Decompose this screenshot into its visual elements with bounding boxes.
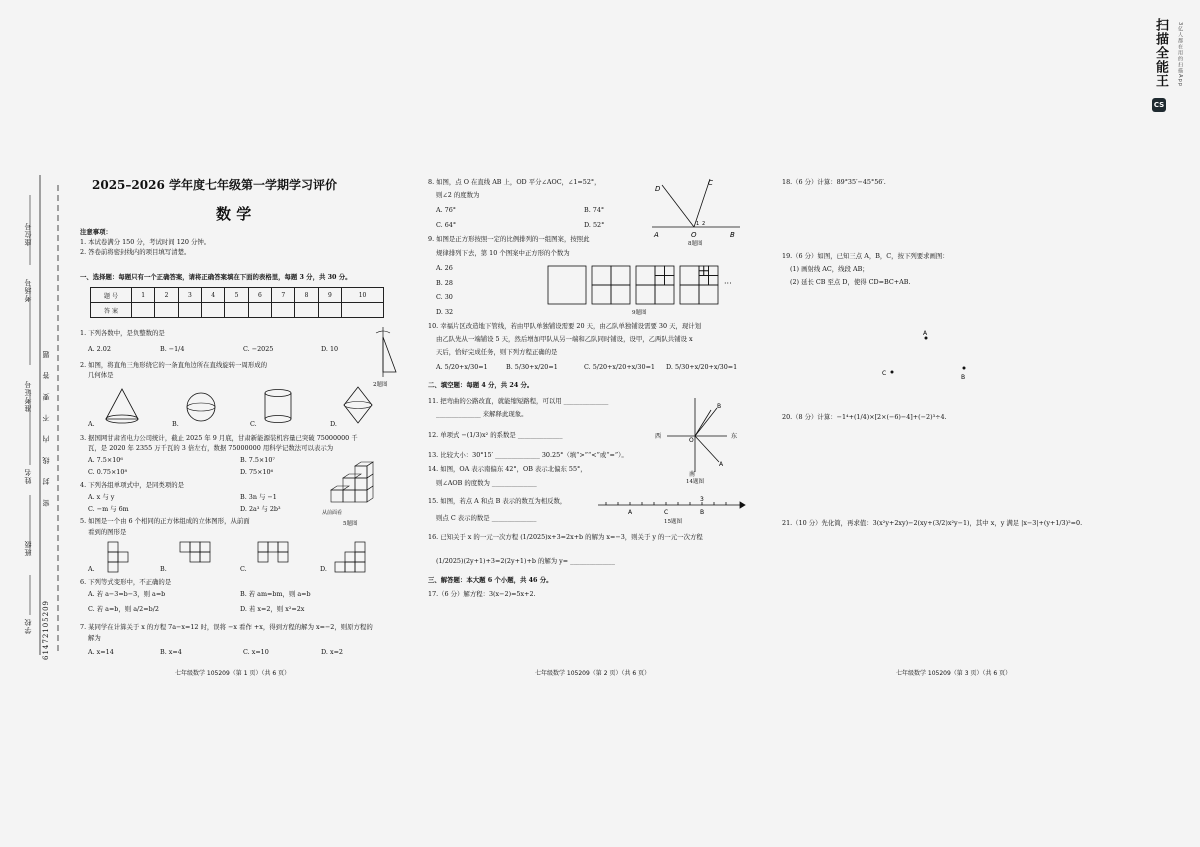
q5-option-b: B.	[160, 565, 167, 573]
section-1-heading: 一、选择题：每题只有一个正确答案，请将正确答案填在下面的表格里，每题 3 分，共 30 分。	[80, 273, 352, 281]
fig15-number-line	[596, 497, 746, 517]
question-9: 9. 如图是正方形按照一定的比例排列的一组图案，按照此	[428, 235, 590, 243]
answer-cell[interactable]	[248, 303, 271, 318]
fig14-compass	[655, 396, 755, 476]
exam-room-label: 考场号	[24, 278, 32, 302]
section-2-heading: 二、填空题：每题 4 分，共 24 分。	[428, 381, 534, 389]
q6-option-a: A. 若 a−3=b−3，则 a=b	[88, 590, 166, 598]
q3-option-d: D. 75×10⁶	[240, 468, 274, 476]
fig9-caption: 9题图	[632, 310, 647, 316]
question-8: 8. 如图，点 O 在直线 AB 上，OD 平分∠AOC，∠1=52°，	[428, 178, 601, 186]
q6-option-d: D. 若 x=2，则 x²=2x	[240, 605, 305, 613]
fig8-label-c: C	[708, 179, 713, 187]
q2-option-a: A.	[88, 420, 95, 428]
q9-option-a: A. 26	[436, 264, 453, 272]
notice-heading: 注意事项：	[80, 228, 112, 236]
class-label: 班级	[24, 540, 32, 556]
fig14-label-south: 南	[689, 471, 696, 478]
fig2-triangle-rotation	[368, 327, 398, 382]
answer-table	[90, 287, 384, 318]
q8-option-b: B. 74°	[584, 206, 605, 214]
table-num: 1	[132, 288, 155, 303]
table-num: 10	[342, 288, 384, 303]
q5-option-a: A.	[88, 565, 95, 573]
answer-cell[interactable]	[225, 303, 248, 318]
question-9-cont: 规律排列下去，第 10 个图案中正方形的个数为	[436, 249, 570, 257]
answer-cell[interactable]	[202, 303, 225, 318]
fig14-caption: 14题图	[686, 479, 704, 485]
question-15: 15. 如图，若点 A 和点 B 表示的数互为相反数，	[428, 497, 567, 505]
subject-title: 数 学	[216, 205, 252, 223]
fig8-label-d: D	[655, 185, 661, 193]
q1-option-d: D. 10	[321, 345, 339, 353]
q1-option-a: A. 2.02	[88, 345, 111, 353]
question-2-cont: 几何体是	[88, 371, 114, 379]
fig15-label-a: A	[628, 509, 633, 516]
q4-option-c: C. −m 与 6m	[88, 505, 129, 513]
q9-option-d: D. 32	[436, 308, 454, 316]
q1-option-c: C. −2025	[243, 345, 274, 353]
page-2-footer: 七年级数学 105209（第 2 页）（共 6 页）	[535, 670, 651, 677]
fig14-label-a: A	[719, 461, 724, 468]
q2-option-b: B.	[172, 420, 179, 428]
question-17: 17.（6 分）解方程：3(x−2)=5x+2.	[428, 590, 536, 598]
question-7: 7. 某同学在计算关于 x 的方程 7a−x=12 时，误将 −x 看作 +x，得到方程的解为 x=−2，则原方程的	[80, 623, 373, 631]
fig19-points	[880, 328, 1000, 388]
answer-cell[interactable]	[342, 303, 384, 318]
question-5: 5. 如图是一个由 6 个相同的正方体组成的立体图形，从前面	[80, 517, 250, 525]
question-20: 20.（8 分）计算：−1⁴+(1/4)×[2×(−6)−4]+(−2)³÷4.	[782, 413, 947, 421]
q5-option-c: C.	[240, 565, 247, 573]
fig8-label-a: A	[654, 231, 659, 239]
q2-option-figures	[90, 385, 410, 425]
table-num: 9	[318, 288, 341, 303]
table-num: 8	[295, 288, 318, 303]
question-15-cont: 则点 C 表示的数是 ______________	[436, 514, 537, 522]
q9-option-c: C. 30	[436, 293, 453, 301]
fig2-caption: 2题图	[373, 382, 388, 388]
q2-option-c: C.	[250, 420, 257, 428]
q4-option-a: A. x 与 y	[88, 493, 115, 501]
fig15-caption: 15题图	[664, 519, 682, 525]
q7-option-d: D. x=2	[321, 648, 343, 656]
fig14-label-b: B	[717, 403, 722, 410]
answer-cell[interactable]	[132, 303, 155, 318]
question-16: 16. 已知关于 x 的一元一次方程 (1/2025)x+3=2x+b 的解为 x=−3，则关于 y 的一元一次方程	[428, 533, 703, 541]
q10-option-a: A. 5/20+x/30=1	[436, 363, 488, 371]
q8-option-c: C. 64°	[436, 221, 457, 229]
question-19-part-2: (2) 延长 CB 至点 D，使得 CD=BC+AB.	[790, 278, 911, 286]
q2-option-d: D.	[330, 420, 337, 428]
q4-option-b: B. 3n 与 −1	[240, 493, 277, 501]
q9-option-b: B. 28	[436, 279, 453, 287]
fig5-cubes	[325, 462, 385, 512]
question-10-cont-1: 由乙队先从一端铺设 5 天，然后增加甲队从另一端和乙队同时铺设，设甲，乙两队共铺设 x	[436, 335, 693, 343]
question-14: 14. 如图，OA 表示南偏东 42°，OB 表示北偏东 55°，	[428, 465, 587, 473]
table-num: 6	[248, 288, 271, 303]
q10-option-c: C. 5/20+x/20+x/30=1	[584, 363, 655, 371]
binding-lines	[20, 175, 80, 655]
q7-option-c: C. x=10	[243, 648, 269, 656]
table-num: 3	[178, 288, 201, 303]
q8-option-a: A. 76°	[436, 206, 457, 214]
fig8-label-o: O	[691, 231, 697, 239]
question-3: 3. 据国网甘肃省电力公司统计，截止 2025 年 9 月底，甘肃新能源装机容量已突破 75000000 千	[80, 434, 358, 442]
q3-option-c: C. 0.75×10⁸	[88, 468, 128, 476]
table-num: 7	[272, 288, 295, 303]
seal-warning: 密 封 线 内 不 要 答 题	[42, 345, 50, 507]
q1-option-b: B. −1/4	[160, 345, 185, 353]
question-1: 1. 下列各数中，是负整数的是	[80, 329, 165, 337]
q3-option-a: A. 7.5×10⁶	[88, 456, 123, 464]
answer-cell[interactable]	[295, 303, 318, 318]
question-5-cont: 看到的图形是	[88, 528, 127, 536]
fig8-label-2: 2	[702, 221, 706, 227]
page-1-footer: 七年级数学 105209（第 1 页）（共 6 页）	[175, 670, 291, 677]
camscanner-badge: CS	[1152, 98, 1166, 112]
question-19-part-1: (1) 画射线 AC，线段 AB；	[790, 265, 869, 273]
fig8-angle	[650, 175, 745, 240]
question-6: 6. 下列等式变形中，不正确的是	[80, 578, 172, 586]
fig8-caption: 8题图	[688, 241, 703, 247]
question-11: 11. 把弯曲的公路改直，就能缩短路程，可以用 ______________	[428, 397, 609, 405]
answer-cell[interactable]	[272, 303, 295, 318]
question-4: 4. 下列各组单项式中，是同类项的是	[80, 481, 184, 489]
answer-cell[interactable]	[318, 303, 341, 318]
fig5-caption: 5题图	[343, 521, 358, 527]
table-num: 5	[225, 288, 248, 303]
seat-number-label: 座位号	[24, 222, 32, 246]
exam-number-label: 准考证号	[24, 380, 32, 412]
exam-title: 2025–2026 学年度七年级第一学期学习评价	[92, 178, 337, 192]
q7-option-b: B. x=4	[160, 648, 182, 656]
q6-option-b: B. 若 am=bm，则 a=b	[240, 590, 311, 598]
school-label: 学校	[24, 618, 32, 634]
q5-option-figures	[100, 540, 400, 574]
fig14-label-east: 东	[731, 433, 738, 440]
fig8-label-1: 1	[696, 221, 700, 227]
table-header-label: 题 号	[91, 288, 132, 303]
q5-option-d: D.	[320, 565, 327, 573]
answer-cell[interactable]	[155, 303, 178, 318]
fig14-label-o: O	[689, 437, 694, 444]
question-18: 18.（6 分）计算：89°35′−45°56′.	[782, 178, 886, 186]
question-12: 12. 单项式 −(1/3)x² 的系数是 ______________	[428, 431, 563, 439]
fig19-label-b: B	[961, 374, 966, 381]
q3-option-b: B. 7.5×10⁷	[240, 456, 275, 464]
svg-text:···: ···	[724, 279, 732, 288]
q6-option-c: C. 若 a=b，则 a/2=b/2	[88, 605, 159, 613]
q7-option-a: A. x=14	[88, 648, 114, 656]
table-num: 2	[155, 288, 178, 303]
name-label: 姓名	[24, 468, 32, 484]
camscanner-slogan: 3亿人都在用的扫描App	[1177, 22, 1183, 87]
q10-option-d: D. 5/30+x/20+x/30=1	[666, 363, 738, 371]
section-3-heading: 三、解答题：本大题 6 个小题，共 46 分。	[428, 576, 553, 584]
fig9-squares	[546, 264, 746, 306]
question-7-cont: 解为	[88, 634, 101, 642]
camscanner-brand: 扫描全能王	[1153, 18, 1168, 88]
fig14-label-west: 西	[655, 433, 662, 440]
question-19: 19.（6 分）如图，已知三点 A，B，C，按下列要求画图：	[782, 252, 949, 260]
fig15-label-3: 3	[700, 496, 704, 503]
fig15-label-b: B	[700, 509, 705, 516]
notice-2: 2. 答卷前将密封线内的项目填写清楚。	[80, 248, 191, 256]
question-16-cont: (1/2025)(2y+1)+3=2(2y+1)+b 的解为 y= ______________	[436, 557, 615, 565]
fig15-label-c: C	[664, 509, 669, 516]
notice-1: 1. 本试卷满分 150 分，考试时间 120 分钟。	[80, 238, 211, 246]
table-num: 4	[202, 288, 225, 303]
page-3-footer: 七年级数学 105209（第 3 页）（共 6 页）	[896, 670, 1012, 677]
table-answer-label: 答 案	[91, 303, 132, 318]
q8-option-d: D. 52°	[584, 221, 605, 229]
answer-cell[interactable]	[178, 303, 201, 318]
question-10-cont-2: 天后，恰好完成任务，则下列方程正确的是	[436, 348, 558, 356]
fig19-label-c: C	[882, 370, 887, 377]
q10-option-b: B. 5/30+x/20=1	[506, 363, 558, 371]
question-21: 21.（10 分）先化简，再求值：3(x²y+2xy)−2(xy+(3/2)x²y−1)，其中 x，y 满足 |x−3|+(y+1/3)²=0.	[782, 519, 1083, 527]
question-2: 2. 如图，将直角三角形绕它的一条直角边所在直线旋转一周形成的	[80, 361, 268, 369]
q4-option-d: D. 2a³ 与 2b³	[240, 505, 281, 513]
question-3-cont: 瓦，是 2020 年 2355 万千瓦的 3 倍左右，数据 75000000 用科学记数法可以表示为	[88, 444, 334, 452]
question-8-cont: 则∠2 的度数为	[436, 191, 480, 199]
question-13: 13. 比较大小：30°15′ ______________ 30.25°（填“>”“<”或“=”）。	[428, 451, 628, 459]
question-14-cont: 则∠AOB 的度数为 ______________	[436, 479, 537, 487]
question-10: 10. 幸福片区改造地下管线，若由甲队单独铺设需要 20 天，由乙队单独铺设需要 30 天，现计划	[428, 322, 702, 330]
question-11-cont: ______________ 来解释此现象。	[436, 410, 528, 418]
document-code: 61472105209	[42, 600, 50, 660]
fig8-label-b: B	[730, 231, 735, 239]
fig5-front-label: 从前面看	[322, 510, 343, 516]
fig19-label-a: A	[923, 330, 928, 337]
